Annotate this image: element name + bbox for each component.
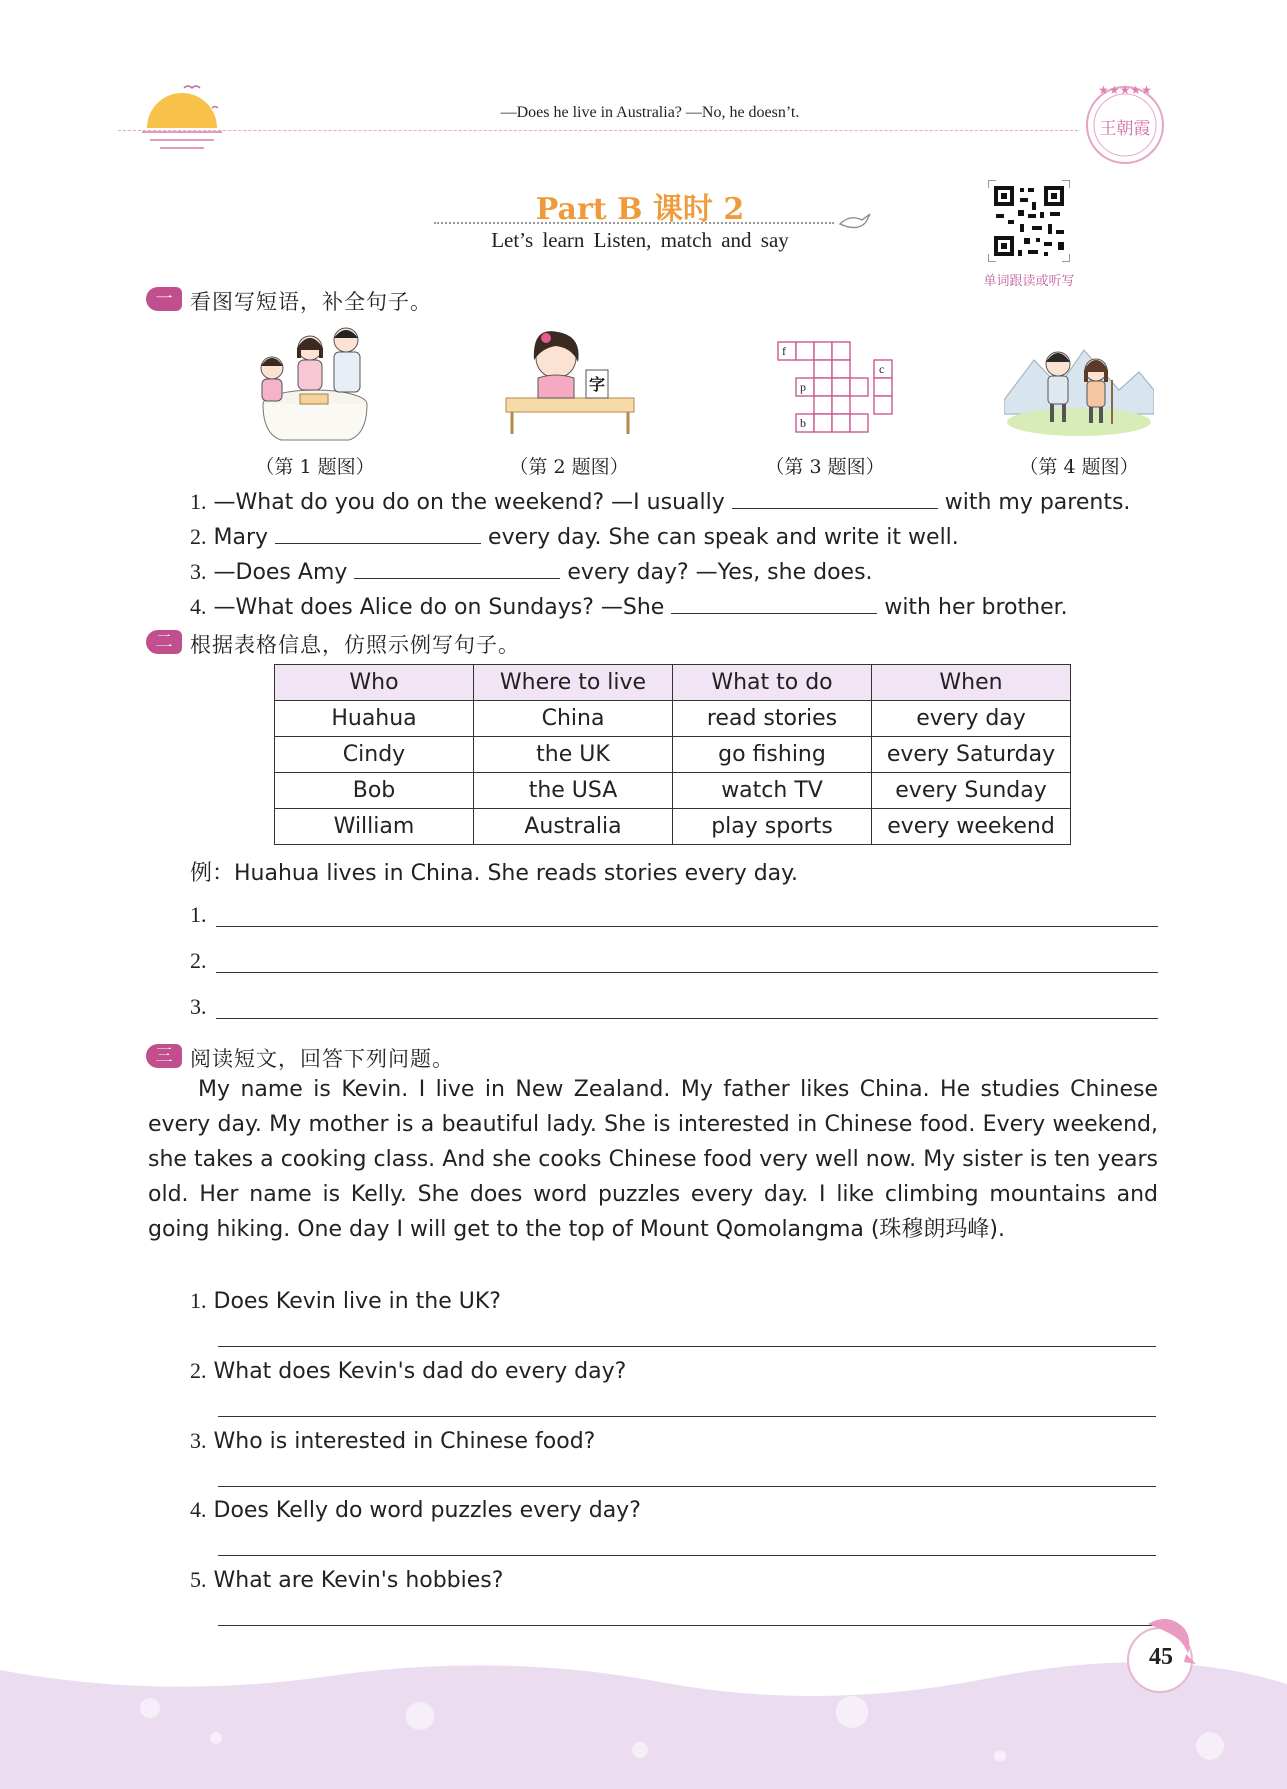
table-cell: Bob (275, 773, 474, 809)
children-hiking-picture (1004, 330, 1154, 438)
word-puzzle-grid-picture (776, 340, 896, 438)
info-table (274, 664, 1071, 845)
example-sentence: 例：Huahua lives in China. She reads stories every day. (190, 861, 799, 886)
answer-blank[interactable] (671, 593, 877, 614)
table-cell: Huahua (275, 701, 474, 737)
passage-text: My name is Kevin. I live in New Zealand. My father likes China. He studies Chinese every day. My mother is a beautiful lady. She is interested in Chinese food. Every weekend, she takes a cooking class. And she cooks Chinese food very well now. My sister is ten years old. Her name is Kelly. She does word puzzles every day. I like climbing mountains and going hiking. One day I will get to the top of Mount Qomolangma (珠穆朗玛峰). (148, 1077, 1158, 1242)
table-row (275, 773, 1071, 809)
picture-caption: （第 1 题图） (255, 456, 375, 478)
exercise-1-item: 4. —What does Alice do on Sundays? —She with her brother. (190, 594, 1068, 620)
exercise-1-item: 2. Mary every day. She can speak and write it well. (190, 524, 959, 550)
answer-line[interactable] (216, 926, 1158, 927)
svg-text:★★★★★: ★★★★★ (1098, 83, 1152, 97)
picture-caption: （第 3 题图） (765, 456, 885, 478)
footer-wave-decoration (0, 1660, 1287, 1789)
lesson-subtitle: Let’s learn Listen, match and say (491, 228, 789, 252)
answer-blank[interactable] (354, 558, 560, 579)
answer-number: 3. (190, 994, 207, 1019)
puzzle-letter: c (879, 362, 885, 376)
qr-caption: 单词跟读或听写 (983, 274, 1075, 289)
table-cell: the USA (474, 773, 673, 809)
table-cell: every Sunday (872, 773, 1071, 809)
table-row (275, 809, 1071, 845)
table-cell: Cindy (275, 737, 474, 773)
page-title: Part B 课时 2 (535, 192, 745, 227)
table-row (275, 737, 1071, 773)
table-header-row (275, 665, 1071, 701)
table-cell: watch TV (673, 773, 872, 809)
answer-line[interactable] (216, 972, 1158, 973)
girl-writing-chinese-picture (500, 330, 640, 436)
answer-line[interactable] (218, 1625, 1156, 1626)
chinese-character-label: 字 (588, 375, 606, 394)
table-header-cell: Where to live (474, 665, 673, 701)
answer-line[interactable] (218, 1346, 1156, 1347)
table-cell: play sports (673, 809, 872, 845)
question-item: 4. Does Kelly do word puzzles every day? (190, 1497, 641, 1523)
section-2-title: 根据表格信息，仿照示例写句子。 (190, 633, 520, 657)
qr-code-icon[interactable] (988, 180, 1070, 262)
question-item: 5. What are Kevin's hobbies? (190, 1567, 504, 1593)
exercise-1-item: 3. —Does Amy every day? —Yes, she does. (190, 559, 873, 585)
section-2-badge: 二 (146, 630, 182, 654)
answer-line[interactable] (216, 1018, 1158, 1019)
table-cell: every weekend (872, 809, 1071, 845)
answer-number: 1. (190, 902, 207, 927)
reading-passage (148, 1072, 1158, 1247)
answer-blank[interactable] (732, 488, 938, 509)
table-cell: China (474, 701, 673, 737)
table-cell: go fishing (673, 737, 872, 773)
table-header-cell: When (872, 665, 1071, 701)
question-item: 1. Does Kevin live in the UK? (190, 1288, 501, 1314)
table-cell: Australia (474, 809, 673, 845)
section-1-title: 看图写短语，补全句子。 (190, 290, 432, 314)
section-3-badge: 三 (146, 1044, 182, 1068)
title-divider (434, 222, 834, 224)
answer-line[interactable] (218, 1416, 1156, 1417)
seal-text: 王朝霞 (1099, 119, 1151, 139)
picture-caption: （第 4 题图） (1019, 456, 1139, 478)
header-divider (118, 130, 1078, 131)
table-cell: the UK (474, 737, 673, 773)
section-1-badge: 一 (146, 287, 182, 311)
page-number: 45 (1149, 1644, 1173, 1670)
section-3-title: 阅读短文，回答下列问题。 (190, 1047, 454, 1071)
exercise-1-item: 1. —What do you do on the weekend? —I usually with my parents. (190, 489, 1131, 515)
picture-caption: （第 2 题图） (509, 456, 629, 478)
table-header-cell: Who (275, 665, 474, 701)
puzzle-letter: f (782, 344, 786, 358)
question-item: 3. Who is interested in Chinese food? (190, 1428, 596, 1454)
family-cooking-picture (250, 322, 380, 444)
table-cell: every Saturday (872, 737, 1071, 773)
publisher-seal-icon (1080, 78, 1170, 168)
sunset-decoration (142, 80, 222, 160)
table-row (275, 701, 1071, 737)
answer-blank[interactable] (275, 523, 481, 544)
table-cell: read stories (673, 701, 872, 737)
answer-line[interactable] (218, 1486, 1156, 1487)
running-title: —Does he live in Australia? —No, he doesn’t. (500, 104, 800, 121)
table-header-cell: What to do (673, 665, 872, 701)
answer-number: 2. (190, 948, 207, 973)
table-cell: every day (872, 701, 1071, 737)
answer-line[interactable] (218, 1555, 1156, 1556)
table-cell: William (275, 809, 474, 845)
question-item: 2. What does Kevin's dad do every day? (190, 1358, 627, 1384)
puzzle-letter: p (800, 380, 806, 394)
puzzle-letter: b (800, 416, 806, 430)
